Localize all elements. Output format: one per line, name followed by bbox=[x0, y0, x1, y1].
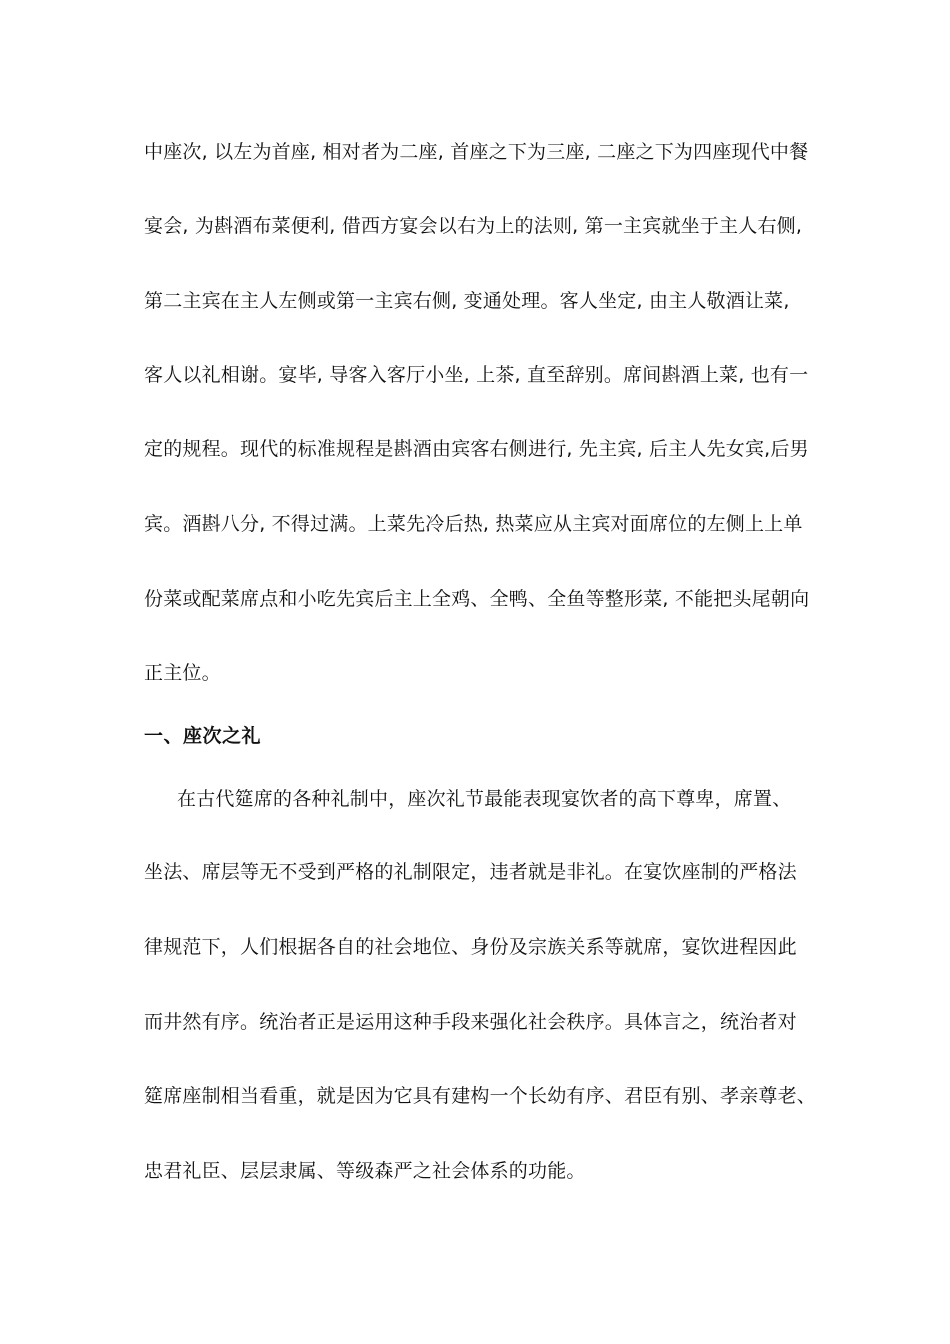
paragraph-line: 定的规程。现代的标准规程是斟酒由宾客右侧进行, 先主宾, 后主人先女宾,后男 bbox=[144, 438, 809, 460]
paragraph-line: 筵席座制相当看重，就是因为它具有建构一个长幼有序、君臣有别、孝亲尊老、 bbox=[144, 1085, 817, 1107]
paragraph-line: 而井然有序。统治者正是运用这种手段来强化社会秩序。具体言之，统治者对 bbox=[144, 1011, 797, 1033]
paragraph-line: 正主位。 bbox=[144, 662, 221, 684]
paragraph-line: 在古代筵席的各种礼制中，座次礼节最能表现宴饮者的高下尊卑，席置、 bbox=[177, 788, 792, 810]
paragraph-line: 中座次, 以左为首座, 相对者为二座, 首座之下为三座, 二座之下为四座现代中餐 bbox=[144, 141, 809, 163]
paragraph-line: 份菜或配菜席点和小吃先宾后主上全鸡、全鸭、全鱼等整形菜, 不能把头尾朝向 bbox=[144, 588, 810, 610]
paragraph-line: 坐法、席层等无不受到严格的礼制限定，违者就是非礼。在宴饮座制的严格法 bbox=[144, 861, 797, 883]
paragraph-line: 第二主宾在主人左侧或第一主宾右侧, 变通处理。客人坐定, 由主人敬酒让菜, bbox=[144, 290, 790, 312]
section-heading: 一、座次之礼 bbox=[144, 725, 262, 747]
paragraph-line: 宾。酒斟八分, 不得过满。上菜先冷后热, 热菜应从主宾对面席位的左侧上上单 bbox=[144, 513, 803, 535]
paragraph-line: 律规范下，人们根据各自的社会地位、身份及宗族关系等就席，宴饮进程因此 bbox=[144, 936, 797, 958]
paragraph-line: 客人以礼相谢。宴毕, 导客入客厅小坐, 上茶, 直至辞别。席间斟酒上菜, 也有一 bbox=[144, 364, 809, 386]
paragraph-line: 忠君礼臣、层层隶属、等级森严之社会体系的功能。 bbox=[144, 1160, 586, 1182]
paragraph-line: 宴会, 为斟酒布菜便利, 借西方宴会以右为上的法则, 第一主宾就坐于主人右侧, bbox=[144, 215, 803, 237]
